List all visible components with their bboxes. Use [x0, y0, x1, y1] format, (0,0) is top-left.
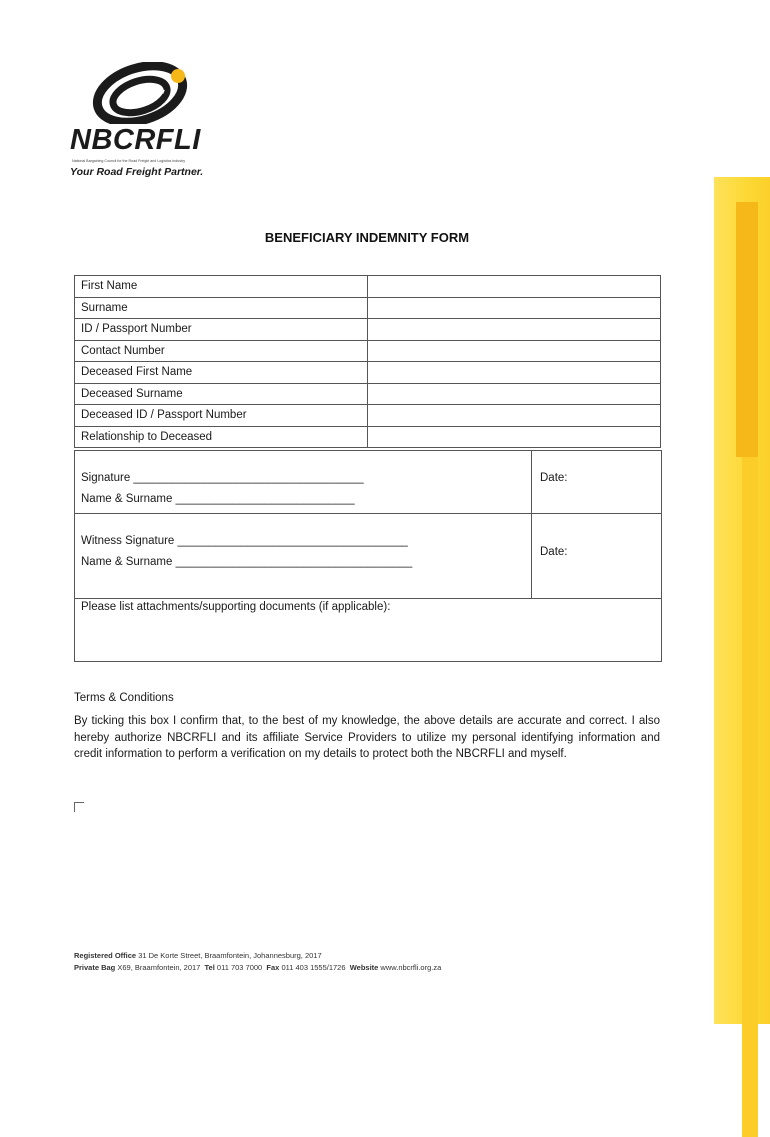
table-row — [75, 276, 661, 298]
terms-heading: Terms & Conditions — [74, 692, 174, 704]
field-input[interactable] — [368, 297, 661, 319]
signature-section — [74, 450, 662, 662]
logo-wordmark: NBCRFLI — [70, 124, 201, 156]
side-band-stripe — [736, 202, 758, 457]
field-input[interactable] — [368, 340, 661, 362]
divider — [531, 451, 532, 513]
name-surname-line[interactable]: Name & Surname ____________________________ — [81, 493, 355, 505]
field-input[interactable] — [368, 276, 661, 298]
field-label: First Name — [75, 276, 368, 298]
footer-office-line — [74, 950, 441, 962]
decorative-side-band — [714, 177, 770, 1024]
field-label: ID / Passport Number — [75, 319, 368, 341]
fax-label: Fax — [266, 963, 280, 972]
logo-tagline: Your Road Freight Partner. — [70, 166, 204, 178]
fax-number: 011 403 1555/1726 — [281, 963, 346, 972]
attachments-field[interactable]: Please list attachments/supporting documents (if applicable): — [81, 601, 391, 613]
field-input[interactable] — [368, 319, 661, 341]
side-band-stripe-lower — [742, 457, 758, 1137]
field-label: Deceased ID / Passport Number — [75, 405, 368, 427]
bag-label: Private Bag — [74, 963, 116, 972]
table-row — [75, 426, 661, 448]
field-label: Deceased Surname — [75, 383, 368, 405]
footer — [74, 950, 441, 974]
office-address: 31 De Korte Street, Braamfontein, Johannesburg, 2017 — [138, 951, 322, 960]
office-label: Registered Office — [74, 951, 137, 960]
field-input[interactable] — [368, 405, 661, 427]
field-label: Relationship to Deceased — [75, 426, 368, 448]
road-swirl-icon — [92, 62, 192, 124]
footer-contact-line — [74, 962, 441, 974]
form-title: BENEFICIARY INDEMNITY FORM — [264, 230, 470, 245]
field-input[interactable] — [368, 362, 661, 384]
witness-signature-line[interactable]: Witness Signature ____________________________________ — [81, 535, 408, 547]
bag-address: X69, Braamfontein, 2017 — [117, 963, 201, 972]
website-link[interactable]: www.nbcrfli.org.za — [380, 963, 442, 972]
website-label: Website — [349, 963, 379, 972]
witness-date-field[interactable]: Date: — [540, 546, 568, 558]
date-field[interactable]: Date: — [540, 472, 568, 484]
table-row — [75, 405, 661, 427]
divider — [531, 514, 532, 598]
signature-line[interactable]: Signature ____________________________________ — [81, 472, 364, 484]
terms-checkbox[interactable] — [74, 802, 84, 812]
witness-signature-row — [75, 514, 661, 599]
field-label: Deceased First Name — [75, 362, 368, 384]
field-label: Surname — [75, 297, 368, 319]
table-row — [75, 319, 661, 341]
nbcrfli-logo — [70, 62, 220, 182]
logo-subline: National Bargaining Council for the Road Freight and Logistics Industry — [72, 159, 186, 163]
field-input[interactable] — [368, 383, 661, 405]
applicant-signature-row — [75, 451, 661, 514]
table-row — [75, 362, 661, 384]
table-row — [75, 297, 661, 319]
field-label: Contact Number — [75, 340, 368, 362]
field-input[interactable] — [368, 426, 661, 448]
tel-label: Tel — [204, 963, 215, 972]
witness-name-surname-line[interactable]: Name & Surname _____________________________________ — [81, 556, 413, 568]
beneficiary-details-table — [74, 275, 661, 448]
terms-body: By ticking this box I confirm that, to the best of my knowledge, the above details are accurate and correct. I also hereby authorize NBCRFLI and its affiliate Service Providers to utilize my personal identifying information and credit information to perform a verification on my details to protect both the NBCRFLI and myself. — [74, 715, 660, 760]
tel-number: 011 703 7000 — [216, 963, 263, 972]
table-row — [75, 340, 661, 362]
table-row — [75, 383, 661, 405]
